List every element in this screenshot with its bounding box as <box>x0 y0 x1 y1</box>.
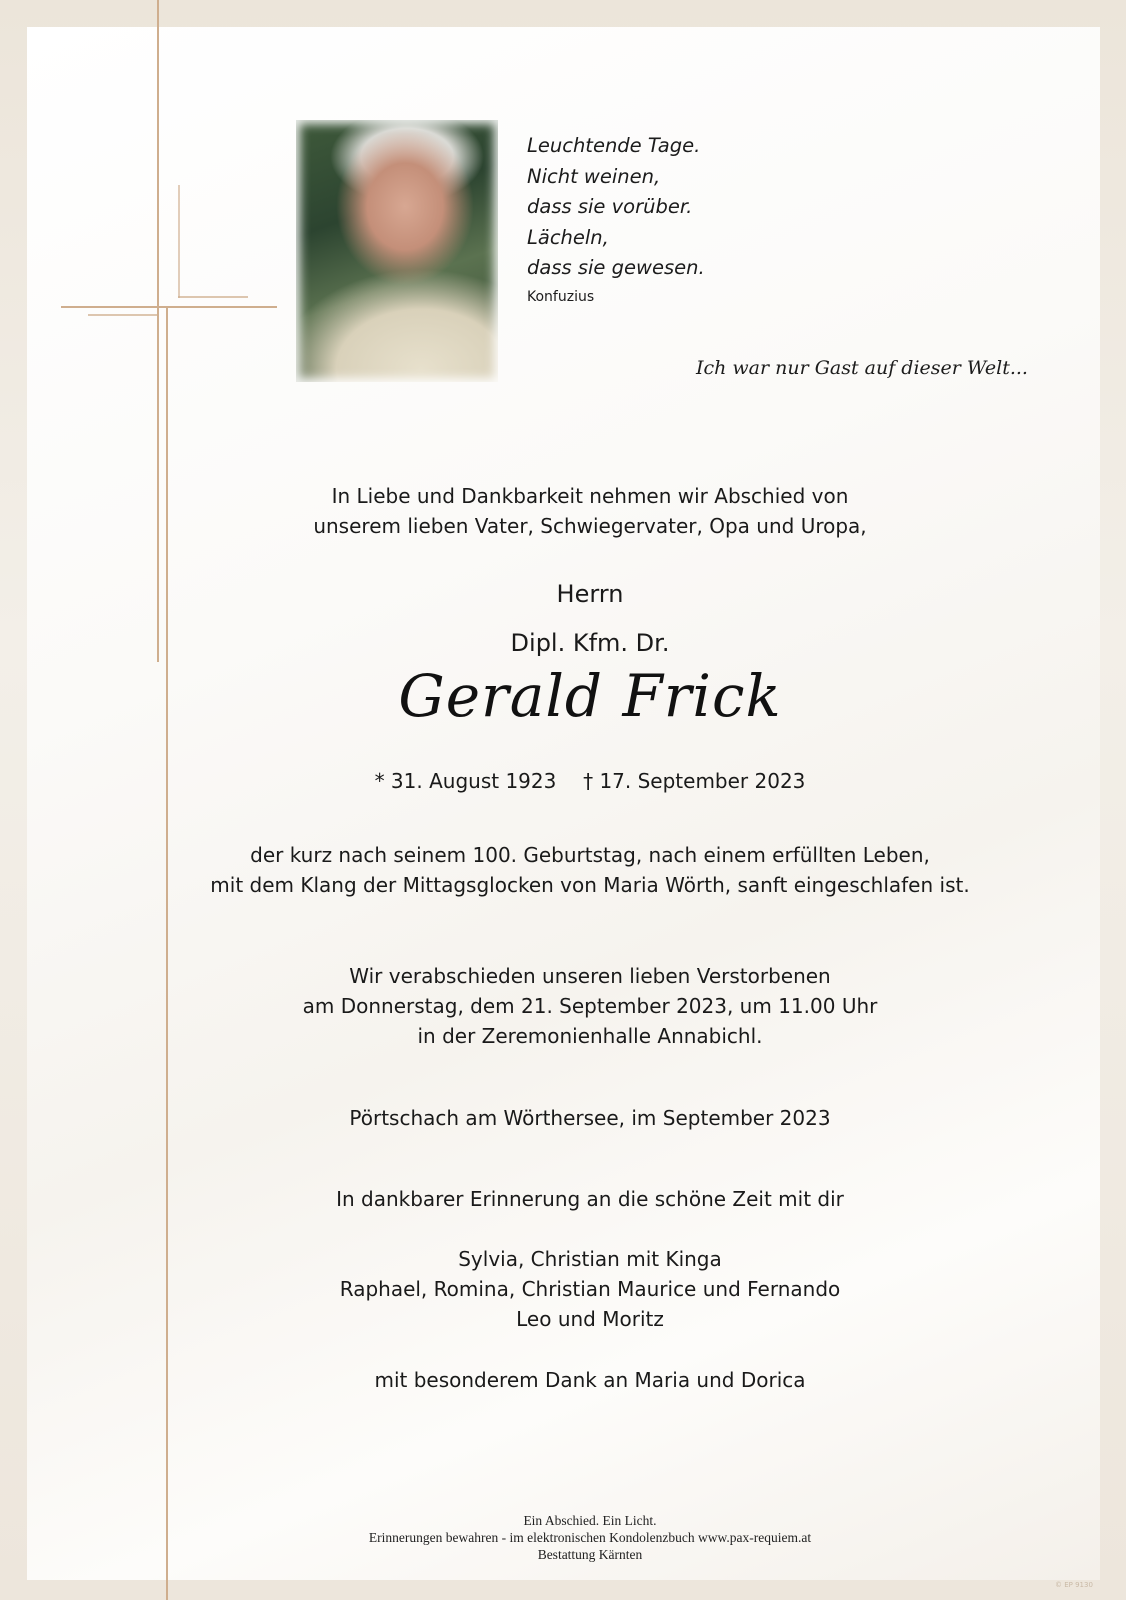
intro-text <box>0 481 1126 541</box>
cross-symbol-icon: † <box>583 769 594 793</box>
thanks-text: mit besonderem Dank an Maria und Dorica <box>374 1368 806 1392</box>
remembrance-text: In dankbarer Erinnerung an die schöne Zeit mit dir <box>336 1187 844 1211</box>
intro-line: In Liebe und Dankbarkeit nehmen wir Abschied von <box>331 484 849 508</box>
motto: Ich war nur Gast auf dieser Welt... <box>696 357 1028 379</box>
print-code: © EP 9130 <box>1055 1581 1093 1589</box>
footer <box>0 1512 1126 1563</box>
intro-line: unserem lieben Vater, Schwiegervater, Opa und Uropa, <box>313 514 867 538</box>
tribute-text <box>0 840 1126 900</box>
life-dates <box>0 769 1126 793</box>
service-line: in der Zeremonienhalle Annabichl. <box>417 1024 763 1048</box>
quote-line: Nicht weinen, <box>527 164 661 188</box>
footer-condolence-link: Erinnerungen bewahren - im elektronischen Kondolenzbuch www.pax-requiem.at <box>368 1530 812 1545</box>
family-list <box>0 1244 1126 1334</box>
place-date: Pörtschach am Wörthersee, im September 2023 <box>349 1106 831 1130</box>
family-line: Sylvia, Christian mit Kinga <box>458 1247 722 1271</box>
quote <box>527 131 705 284</box>
quote-line: dass sie gewesen. <box>527 256 705 279</box>
quote-line: Lächeln, <box>527 225 609 249</box>
tribute-line: mit dem Klang der Mittagsglocken von Maria Wörth, sanft eingeschlafen ist. <box>210 873 970 897</box>
academic-title: Dipl. Kfm. Dr. <box>510 629 670 657</box>
quote-line: Leuchtende Tage. <box>527 134 701 157</box>
quote-line: dass sie vorüber. <box>527 195 693 218</box>
portrait-photo <box>296 120 498 382</box>
quote-author: Konfuzius <box>527 289 595 305</box>
birth-date: * 31. August 1923 <box>374 769 557 793</box>
service-line: am Donnerstag, dem 21. September 2023, um 11.00 Uhr <box>302 994 878 1018</box>
deceased-name: Gerald Frick <box>398 662 782 730</box>
footer-slogan: Ein Abschied. Ein Licht. <box>523 1513 657 1528</box>
service-line: Wir verabschieden unseren lieben Verstorbenen <box>349 964 831 988</box>
family-line: Raphael, Romina, Christian Maurice und Fernando <box>339 1277 841 1301</box>
family-line: Leo und Moritz <box>516 1307 664 1331</box>
salutation: Herrn <box>556 580 624 608</box>
service-text <box>0 961 1126 1051</box>
footer-company: Bestattung Kärnten <box>537 1547 643 1562</box>
death-date: 17. September 2023 <box>599 769 806 793</box>
tribute-line: der kurz nach seinem 100. Geburtstag, nach einem erfüllten Leben, <box>250 843 930 867</box>
